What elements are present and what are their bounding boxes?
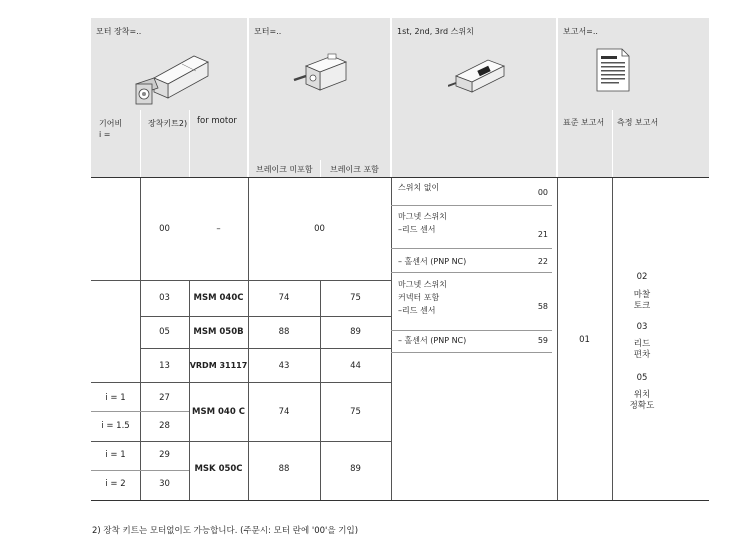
code-no-brake: 74 [278,293,290,303]
mount-title: 모터 장착=.. [96,27,142,36]
row-divider-minor [91,411,189,412]
measure-label: 마찰 [633,290,651,300]
gear-ratio: i = 1 [105,450,126,460]
switch-hall2-label: – 홀센서 (PNP NC) [398,336,467,345]
switch-none-label: 스위치 없이 [398,183,440,192]
gear-ratio: i = 1 [105,393,126,403]
standard-report-code: 01 [579,335,590,345]
header-separator [320,160,321,177]
switch-mag-label: 마그넷 스위치 [398,212,447,221]
code-no-brake: 43 [278,361,290,371]
row-divider [91,280,391,281]
header-separator [189,110,190,177]
brake-with-label: 브레이크 포함 [330,165,379,174]
measure-label: 정확도 [629,401,655,411]
gear-ratio-sub: i = [99,130,111,139]
motor-name: MSK 050C [194,464,243,474]
code-no-brake: 88 [278,327,290,337]
switch-divider [391,205,552,206]
row-divider [140,348,391,349]
switch-hall-code: 22 [537,257,548,266]
motor-code: 00 [314,224,325,234]
header-separator [140,110,141,177]
measure-report-label: 측정 보고서 [617,118,659,127]
kit-code: 27 [159,393,170,403]
row-divider [91,382,391,383]
for-motor-label: for motor [197,116,237,126]
report-document-icon [596,48,630,92]
measure-code: 05 [636,373,648,383]
measure-code: 03 [636,322,648,332]
measure-code: 02 [636,272,648,282]
kit-code: 13 [159,361,170,371]
report-title: 보고서=.. [563,27,598,36]
code-no-brake: 88 [278,464,290,474]
header-bottom-rule [91,177,709,178]
footnote: 2) 장착 키트는 모터없이도 가능합니다. (주문시: 모터 란에 '00'을 기입) [92,526,359,536]
switch-drawing [448,52,510,96]
header-separator [612,110,613,177]
code-brake: 89 [350,464,361,474]
switch-mag2-label: 마그넷 스위치 [398,280,447,289]
code-brake: 75 [350,293,361,303]
motor-name: MSM 040C [193,293,244,303]
kit-code: 28 [159,421,170,431]
code-brake: 89 [350,327,361,337]
switch-reed-code: 21 [537,230,548,239]
switch-divider [391,272,552,273]
switch-hall2-code: 59 [537,336,548,345]
header-separator [556,18,558,177]
measure-label: 리드 [633,339,651,349]
measure-label: 위치 [633,390,651,400]
mount-kit-label: 장착키트2) [148,119,188,128]
code-no-brake: 74 [278,407,290,417]
switch-reed-label: –리드 센서 [398,225,436,234]
gear-ratio: i = 2 [105,479,126,489]
brake-without-label: 브레이크 미포함 [256,165,313,174]
standard-report-label: 표준 보고서 [563,118,605,127]
measure-label: 토크 [633,301,651,311]
switch-divider [391,352,552,353]
switch-reed2-code: 58 [537,302,548,311]
row-divider [140,316,391,317]
motor-name: MSM 040 C [192,407,245,417]
gear-ratio: i = 1.5 [101,421,130,431]
switch-none-code: 00 [537,188,548,197]
kit-code: 03 [159,293,170,303]
kit-code: 00 [159,224,170,234]
switch-connector-label: 커넥터 포함 [398,293,440,302]
motor-name: – [216,224,221,234]
measure-label: 편차 [633,350,651,360]
kit-code: 05 [159,327,170,337]
col-divider [391,178,392,500]
motor-drawing [292,52,352,96]
row-divider [91,441,391,442]
switch-divider [391,248,552,249]
switch-title: 1st, 2nd, 3rd 스위치 [397,27,474,36]
motor-title: 모터=.. [254,27,282,36]
code-brake: 44 [350,361,361,371]
mount-kit-drawing [132,44,214,114]
gear-ratio-label: 기어비 [99,119,123,128]
switch-reed2-label: –리드 센서 [398,306,436,315]
switch-divider [391,330,552,331]
motor-name: VRDM 31117 [189,361,248,370]
row-divider-minor [91,470,189,471]
switch-hall-label: – 홀센서 (PNP NC) [398,257,467,266]
kit-code: 29 [159,450,170,460]
motor-name: MSM 050B [193,327,244,337]
code-brake: 75 [350,407,361,417]
header-separator [247,18,249,177]
table-bottom-rule [91,500,709,501]
kit-code: 30 [159,479,170,489]
header-separator [390,18,392,177]
